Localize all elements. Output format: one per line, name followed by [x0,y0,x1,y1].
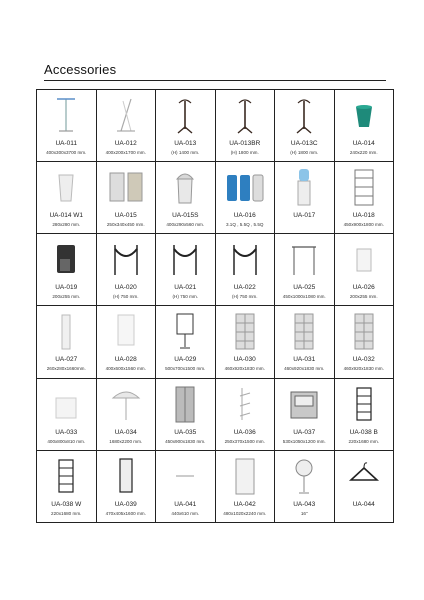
glass-cabinet-icon [216,454,275,498]
product-size: 200x255 mm. [52,294,81,300]
rope-barrier-icon [216,237,275,281]
product-size: (H) 1800 mm. [230,150,259,155]
product-cell [156,90,216,162]
product-size: (H) 1400 mm. [171,150,200,155]
product-size: 200x255 mm. [349,294,378,300]
tray-icon [156,454,215,498]
product-cell [37,451,97,523]
pedal-bin-icon [97,165,156,209]
product-size: 250x340x450 mm. [106,222,145,228]
coat-rack-icon [156,93,215,137]
product-cell [216,234,276,306]
fan-icon [275,454,334,498]
product-code: UA-019 [55,284,78,292]
product-cell [97,234,157,306]
product-size: 530x1050x1200 mm. [282,438,326,444]
product-code: UA-031 [293,356,316,364]
product-code: UA-026 [352,284,375,292]
product-cell [156,162,216,234]
product-cell [335,162,395,234]
product-size: 440x610 mm. [171,510,200,516]
locker-icon [216,309,275,353]
rope-barrier-icon [97,237,156,281]
product-size: 250x370x1500 mm. [224,438,265,444]
product-cell [97,451,157,523]
product-cell [275,234,335,306]
product-cell [335,379,395,451]
panel-icon [97,309,156,353]
product-code: UA-015 [114,212,137,220]
product-cell [216,451,276,523]
product-size: 450x900x1830 mm. [165,438,206,444]
product-code: UA-013C [290,140,318,147]
product-cell [156,451,216,523]
product-code: UA-016 [233,212,256,220]
product-cell [37,379,97,451]
swing-bin-icon [156,165,215,209]
product-code: UA-013 [174,140,197,147]
product-code: UA-027 [55,356,78,364]
product-code: UA-029 [174,356,197,364]
product-cell [275,90,335,162]
product-cell [156,234,216,306]
product-cell [275,379,335,451]
garment-rack-icon [275,237,334,281]
product-cell [335,451,395,523]
product-code: UA-014 W1 [49,212,84,220]
dispenser-icon [216,165,275,209]
product-size: 460x920x1830 mm. [343,366,384,372]
product-cell [216,379,276,451]
product-code: UA-018 [352,212,375,220]
product-size: 220x1680 mm. [348,438,379,444]
product-size: 1680x2200 mm. [109,438,143,444]
bucket-icon [335,93,394,137]
product-code: UA-013BR [229,140,261,147]
product-size: 500x700x1500 mm. [165,366,206,372]
product-size: 3.1Q , 5.5Q , 5.5Q [225,222,264,228]
product-size: 400x290x560 mm. [166,222,205,228]
product-size: 450x1000x1080 mm. [282,294,326,300]
product-size: 480x1020x2240 mm. [223,510,267,516]
page-title: Accessories [44,62,117,77]
product-code: UA-025 [293,284,316,292]
product-size: 400x600x1560 mm. [105,366,146,372]
trash-bin-icon [37,165,96,209]
product-cell [37,90,97,162]
magazine-rack-icon [216,382,275,426]
product-cell [97,306,157,378]
locker-icon [335,309,394,353]
coat-rack-icon [216,93,275,137]
product-code: UA-042 [233,500,256,508]
product-cell [97,162,157,234]
product-code: UA-028 [114,356,137,364]
product-code: UA-044 [352,500,375,508]
product-cell [275,306,335,378]
product-size: 240x220 mm. [349,150,378,155]
product-cell [335,234,395,306]
hanger-stand-icon [37,93,96,137]
title-divider [44,80,386,81]
product-code: UA-030 [233,356,256,364]
rope-barrier-icon [156,237,215,281]
mirror-icon [97,454,156,498]
counter-icon [37,382,96,426]
product-size: 460x920x1830 mm. [284,366,325,372]
sign-stand-icon [156,309,215,353]
acrylic-box-icon [335,237,394,281]
brochure-rack-icon [335,382,394,426]
product-code: UA-033 [55,428,78,436]
shelving-icon [335,165,394,209]
product-code: UA-015S [172,212,199,220]
product-code: UA-012 [114,140,137,147]
brochure-stand-icon [37,309,96,353]
product-code: UA-021 [174,284,197,292]
brochure-rack-icon [37,454,96,498]
product-cell [335,306,395,378]
product-cell [216,162,276,234]
coffee-maker-icon [37,237,96,281]
product-cell [335,90,395,162]
water-cooler-icon [275,165,334,209]
product-cell [37,162,97,234]
product-code: UA-038 B [349,428,378,436]
product-code: UA-032 [352,356,375,364]
display-stand-icon [97,93,156,137]
locker-icon [275,309,334,353]
product-grid [36,89,394,523]
product-cell [156,306,216,378]
product-code: UA-036 [233,428,256,436]
cabinet-icon [156,382,215,426]
product-size: 400x800x810 mm. [47,438,86,444]
product-code: UA-039 [114,500,137,508]
product-size: (H) 750 mm. [231,294,258,300]
product-size: 460x920x1830 mm. [224,366,265,372]
product-code: UA-011 [55,140,78,147]
product-code: UA-041 [174,500,197,508]
product-code: UA-014 [352,140,375,147]
product-cell [97,379,157,451]
product-size: 470x405x1600 mm. [105,510,146,516]
product-size: 400x300x3700 mm. [46,150,87,155]
product-cell [275,451,335,523]
product-cell [216,90,276,162]
product-cell [37,306,97,378]
sink-cabinet-icon [275,382,334,426]
product-cell [156,379,216,451]
product-size: 450x900x1800 mm. [343,222,384,228]
product-cell [37,234,97,306]
product-cell [275,162,335,234]
product-size: 400x200x1700 mm. [105,150,146,155]
product-code: UA-035 [174,428,197,436]
product-size: 280x280 mm. [52,222,81,228]
product-code: UA-038 W [51,500,82,508]
umbrella-icon [97,382,156,426]
product-cell [216,306,276,378]
product-size: (H) 1800 mm. [290,150,319,155]
product-cell [97,90,157,162]
coat-rack-icon [275,93,334,137]
product-size: (H) 750 mm. [112,294,139,300]
product-size: 16" [300,510,308,516]
product-code: UA-020 [114,284,137,292]
clothes-hanger-icon [335,454,394,498]
product-code: UA-022 [233,284,256,292]
product-code: UA-017 [293,212,316,220]
product-size: (H) 750 mm. [172,294,199,300]
product-code: UA-037 [293,428,316,436]
product-size: 220x1680 mm. [51,510,82,516]
product-code: UA-043 [293,500,316,508]
product-size: 260x280x1660mm. [46,366,86,372]
product-code: UA-034 [114,428,137,436]
